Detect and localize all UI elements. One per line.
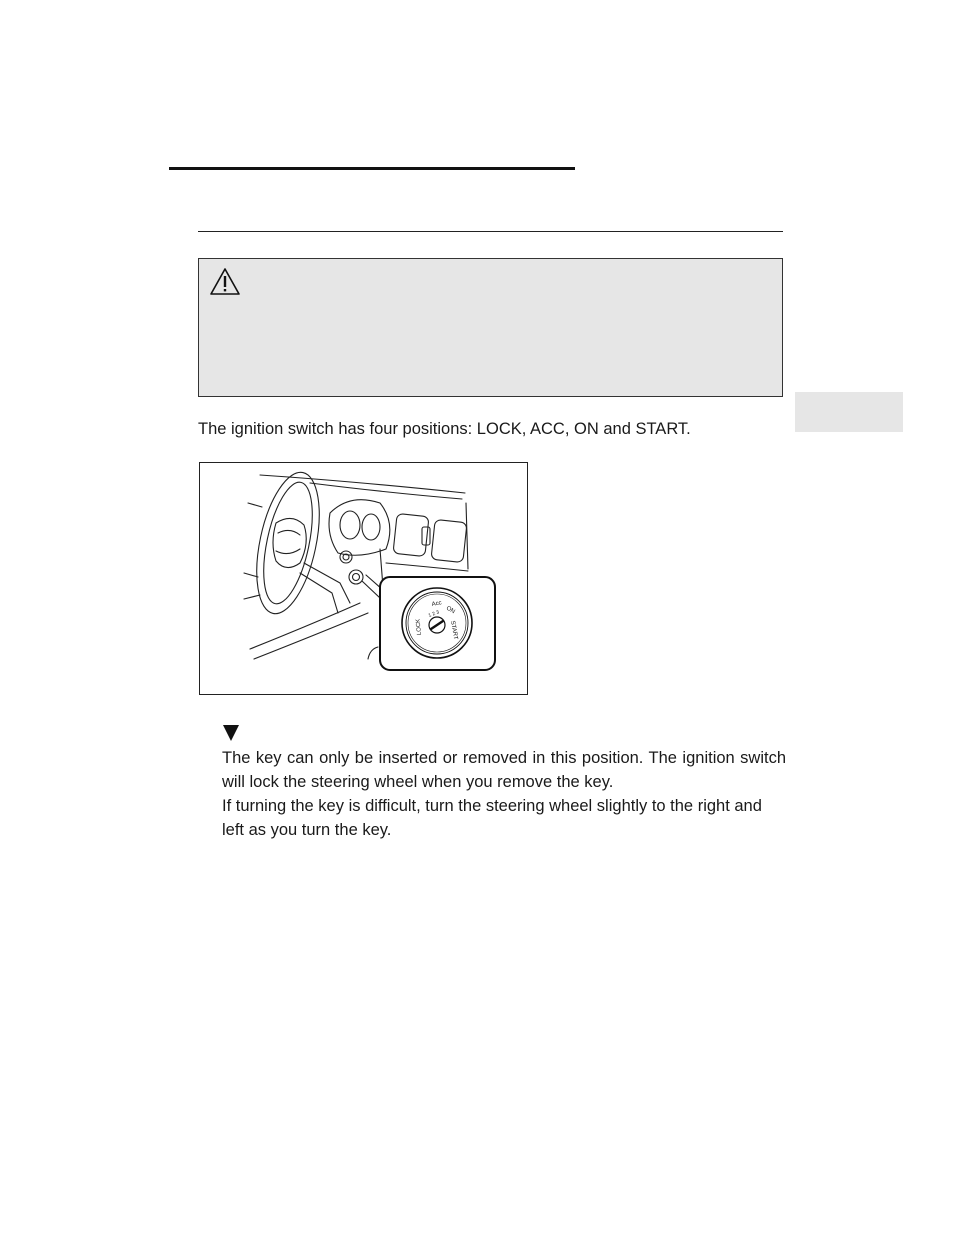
lock-position-description: [222, 746, 786, 842]
chapter-side-tab: [795, 392, 903, 432]
warning-triangle-icon: [209, 267, 241, 297]
lock-paragraph-2: If turning the key is difficult, turn the steering wheel slightly to the right and left as you turn the key.: [222, 797, 762, 839]
ignition-switch-dial: [402, 588, 472, 658]
switch-label-lock: LOCK: [415, 618, 423, 636]
subsection-rule: [198, 231, 783, 232]
warning-box: [198, 258, 783, 397]
dashboard-drawing: [200, 463, 529, 696]
steering-wheel-inner-rim: [255, 478, 322, 608]
switch-label-start: START: [449, 620, 459, 641]
intro-text: The ignition switch has four positions: LOCK, ACC, ON and START.: [198, 420, 691, 438]
switch-label-on: ON: [445, 605, 456, 616]
section-heading-rule: [169, 167, 575, 170]
switch-position-numbers: 1 2 3: [427, 609, 441, 619]
ignition-switch-illustration: [199, 462, 528, 695]
lock-paragraph-1: The key can only be inserted or removed in this position. The ignition switch will lock the steering wheel when you remove the key.: [222, 749, 786, 791]
switch-label-acc: Acc: [431, 600, 443, 608]
down-triangle-icon: [222, 722, 242, 744]
